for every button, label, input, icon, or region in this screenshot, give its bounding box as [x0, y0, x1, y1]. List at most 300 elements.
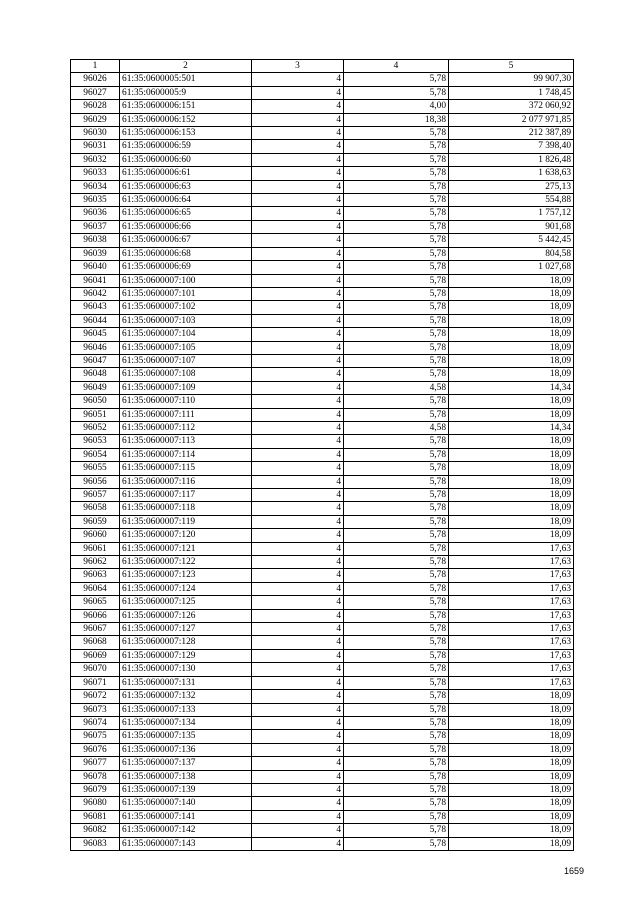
table-row — [71, 207, 574, 220]
amount-cell: 18,09 — [449, 462, 574, 475]
table-row — [71, 529, 574, 542]
row-number-cell: 96069 — [71, 649, 120, 662]
header-row — [71, 60, 574, 73]
table-row — [71, 515, 574, 528]
cadastral-number-cell: 61:35:0600007:104 — [120, 328, 252, 341]
amount-cell: 18,09 — [449, 274, 574, 287]
rate-cell: 5,78 — [344, 743, 449, 756]
row-number-cell: 96029 — [71, 113, 120, 126]
row-number-cell: 96054 — [71, 448, 120, 461]
table-row — [71, 368, 574, 381]
category-cell: 4 — [252, 515, 344, 528]
column-header-3: 3 — [252, 60, 344, 73]
amount-cell: 18,09 — [449, 757, 574, 770]
table-row — [71, 556, 574, 569]
rate-cell: 5,78 — [344, 435, 449, 448]
cadastral-number-cell: 61:35:0600006:152 — [120, 113, 252, 126]
table-row — [71, 569, 574, 582]
cadastral-number-cell: 61:35:0600007:110 — [120, 395, 252, 408]
category-cell: 4 — [252, 797, 344, 810]
category-cell: 4 — [252, 676, 344, 689]
table-row — [71, 328, 574, 341]
category-cell: 4 — [252, 314, 344, 327]
table-row — [71, 542, 574, 555]
amount-cell: 18,09 — [449, 435, 574, 448]
row-number-cell: 96075 — [71, 730, 120, 743]
cadastral-number-cell: 61:35:0600007:139 — [120, 783, 252, 796]
category-cell: 4 — [252, 636, 344, 649]
row-number-cell: 96068 — [71, 636, 120, 649]
amount-cell: 18,09 — [449, 837, 574, 850]
column-header-2: 2 — [120, 60, 252, 73]
cadastral-number-cell: 61:35:0600007:117 — [120, 489, 252, 502]
amount-cell: 2 077 971,85 — [449, 113, 574, 126]
row-number-cell: 96053 — [71, 435, 120, 448]
amount-cell: 18,09 — [449, 515, 574, 528]
rate-cell: 5,78 — [344, 663, 449, 676]
category-cell: 4 — [252, 529, 344, 542]
table-row — [71, 663, 574, 676]
cadastral-number-cell: 61:35:0600007:100 — [120, 274, 252, 287]
table-row — [71, 73, 574, 86]
category-cell: 4 — [252, 649, 344, 662]
category-cell: 4 — [252, 730, 344, 743]
amount-cell: 17,63 — [449, 649, 574, 662]
row-number-cell: 96031 — [71, 140, 120, 153]
category-cell: 4 — [252, 167, 344, 180]
table-row — [71, 743, 574, 756]
cadastral-number-cell: 61:35:0600007:130 — [120, 663, 252, 676]
row-number-cell: 96055 — [71, 462, 120, 475]
rate-cell: 5,78 — [344, 797, 449, 810]
amount-cell: 17,63 — [449, 569, 574, 582]
row-number-cell: 96036 — [71, 207, 120, 220]
amount-cell: 17,63 — [449, 582, 574, 595]
amount-cell: 18,09 — [449, 448, 574, 461]
category-cell: 4 — [252, 153, 344, 166]
row-number-cell: 96064 — [71, 582, 120, 595]
amount-cell: 18,09 — [449, 730, 574, 743]
table-row — [71, 180, 574, 193]
rate-cell: 5,78 — [344, 542, 449, 555]
row-number-cell: 96028 — [71, 100, 120, 113]
row-number-cell: 96042 — [71, 287, 120, 300]
row-number-cell: 96041 — [71, 274, 120, 287]
row-number-cell: 96044 — [71, 314, 120, 327]
table-row — [71, 770, 574, 783]
row-number-cell: 96048 — [71, 368, 120, 381]
category-cell: 4 — [252, 810, 344, 823]
amount-cell: 7 398,40 — [449, 140, 574, 153]
table-row — [71, 153, 574, 166]
amount-cell: 18,09 — [449, 301, 574, 314]
rate-cell: 4,58 — [344, 381, 449, 394]
table-row — [71, 502, 574, 515]
row-number-cell: 96039 — [71, 247, 120, 260]
amount-cell: 18,09 — [449, 287, 574, 300]
amount-cell: 5 442,45 — [449, 234, 574, 247]
category-cell: 4 — [252, 408, 344, 421]
cadastral-number-cell: 61:35:0600007:122 — [120, 556, 252, 569]
cadastral-number-cell: 61:35:0600007:107 — [120, 354, 252, 367]
cadastral-number-cell: 61:35:0600006:64 — [120, 194, 252, 207]
amount-cell: 17,63 — [449, 542, 574, 555]
category-cell: 4 — [252, 502, 344, 515]
cadastral-number-cell: 61:35:0600006:67 — [120, 234, 252, 247]
row-number-cell: 96051 — [71, 408, 120, 421]
cadastral-number-cell: 61:35:0600007:129 — [120, 649, 252, 662]
table-row — [71, 421, 574, 434]
table-row — [71, 86, 574, 99]
category-cell: 4 — [252, 824, 344, 837]
cadastral-number-cell: 61:35:0600007:114 — [120, 448, 252, 461]
cadastral-number-cell: 61:35:0600006:61 — [120, 167, 252, 180]
table-row — [71, 354, 574, 367]
table-row — [71, 676, 574, 689]
rate-cell: 5,78 — [344, 770, 449, 783]
table-row — [71, 100, 574, 113]
amount-cell: 18,09 — [449, 489, 574, 502]
rate-cell: 5,78 — [344, 408, 449, 421]
category-cell: 4 — [252, 462, 344, 475]
rate-cell: 5,78 — [344, 703, 449, 716]
category-cell: 4 — [252, 837, 344, 850]
category-cell: 4 — [252, 234, 344, 247]
table-row — [71, 690, 574, 703]
amount-cell: 17,63 — [449, 676, 574, 689]
cadastral-number-cell: 61:35:0600007:138 — [120, 770, 252, 783]
table-row — [71, 247, 574, 260]
rate-cell: 5,78 — [344, 180, 449, 193]
table-row — [71, 194, 574, 207]
table-row — [71, 636, 574, 649]
cadastral-number-cell: 61:35:0600006:59 — [120, 140, 252, 153]
cadastral-number-cell: 61:35:0600006:69 — [120, 261, 252, 274]
category-cell: 4 — [252, 716, 344, 729]
table-row — [71, 395, 574, 408]
row-number-cell: 96047 — [71, 354, 120, 367]
rate-cell: 5,78 — [344, 623, 449, 636]
cadastral-number-cell: 61:35:0600007:115 — [120, 462, 252, 475]
amount-cell: 1 748,45 — [449, 86, 574, 99]
cadastral-number-cell: 61:35:0600007:112 — [120, 421, 252, 434]
row-number-cell: 96033 — [71, 167, 120, 180]
table-row — [71, 234, 574, 247]
rate-cell: 5,78 — [344, 86, 449, 99]
category-cell: 4 — [252, 113, 344, 126]
cadastral-number-cell: 61:35:0600006:151 — [120, 100, 252, 113]
rate-cell: 5,78 — [344, 716, 449, 729]
cadastral-number-cell: 61:35:0600006:66 — [120, 220, 252, 233]
table-row — [71, 810, 574, 823]
row-number-cell: 96074 — [71, 716, 120, 729]
category-cell: 4 — [252, 556, 344, 569]
rate-cell: 5,78 — [344, 140, 449, 153]
cadastral-number-cell: 61:35:0600007:116 — [120, 475, 252, 488]
rate-cell: 18,38 — [344, 113, 449, 126]
table-row — [71, 127, 574, 140]
amount-cell: 17,63 — [449, 596, 574, 609]
rate-cell: 5,78 — [344, 824, 449, 837]
row-number-cell: 96078 — [71, 770, 120, 783]
amount-cell: 18,09 — [449, 824, 574, 837]
category-cell: 4 — [252, 73, 344, 86]
cadastral-number-cell: 61:35:0600007:126 — [120, 609, 252, 622]
rate-cell: 5,78 — [344, 314, 449, 327]
rate-cell: 5,78 — [344, 529, 449, 542]
table-row — [71, 462, 574, 475]
category-cell: 4 — [252, 395, 344, 408]
amount-cell: 18,09 — [449, 408, 574, 421]
cadastral-number-cell: 61:35:0600006:153 — [120, 127, 252, 140]
category-cell: 4 — [252, 127, 344, 140]
category-cell: 4 — [252, 703, 344, 716]
rate-cell: 5,78 — [344, 582, 449, 595]
cadastral-number-cell: 61:35:0600007:123 — [120, 569, 252, 582]
category-cell: 4 — [252, 220, 344, 233]
rate-cell: 5,78 — [344, 274, 449, 287]
rate-cell: 5,78 — [344, 341, 449, 354]
amount-cell: 14,34 — [449, 381, 574, 394]
amount-cell: 1 826,48 — [449, 153, 574, 166]
amount-cell: 17,63 — [449, 663, 574, 676]
table-row — [71, 716, 574, 729]
category-cell: 4 — [252, 207, 344, 220]
rate-cell: 5,78 — [344, 676, 449, 689]
amount-cell: 804,58 — [449, 247, 574, 260]
cadastral-number-cell: 61:35:0600007:128 — [120, 636, 252, 649]
category-cell: 4 — [252, 569, 344, 582]
row-number-cell: 96076 — [71, 743, 120, 756]
table-row — [71, 167, 574, 180]
row-number-cell: 96035 — [71, 194, 120, 207]
category-cell: 4 — [252, 247, 344, 260]
cadastral-number-cell: 61:35:0600006:63 — [120, 180, 252, 193]
column-header-5: 5 — [449, 60, 574, 73]
amount-cell: 18,09 — [449, 502, 574, 515]
cadastral-number-cell: 61:35:0600007:134 — [120, 716, 252, 729]
table-row — [71, 649, 574, 662]
cadastral-number-cell: 61:35:0600007:135 — [120, 730, 252, 743]
rate-cell: 5,78 — [344, 73, 449, 86]
category-cell: 4 — [252, 140, 344, 153]
row-number-cell: 96067 — [71, 623, 120, 636]
category-cell: 4 — [252, 301, 344, 314]
table-row — [71, 475, 574, 488]
amount-cell: 14,34 — [449, 421, 574, 434]
row-number-cell: 96034 — [71, 180, 120, 193]
rate-cell: 5,78 — [344, 609, 449, 622]
row-number-cell: 96080 — [71, 797, 120, 810]
cadastral-number-cell: 61:35:0600007:142 — [120, 824, 252, 837]
rate-cell: 5,78 — [344, 690, 449, 703]
amount-cell: 18,09 — [449, 716, 574, 729]
amount-cell: 18,09 — [449, 810, 574, 823]
amount-cell: 372 060,92 — [449, 100, 574, 113]
cadastral-number-cell: 61:35:0600007:141 — [120, 810, 252, 823]
rate-cell: 5,78 — [344, 301, 449, 314]
row-number-cell: 96027 — [71, 86, 120, 99]
category-cell: 4 — [252, 663, 344, 676]
amount-cell: 18,09 — [449, 354, 574, 367]
row-number-cell: 96072 — [71, 690, 120, 703]
category-cell: 4 — [252, 435, 344, 448]
rate-cell: 5,78 — [344, 220, 449, 233]
rate-cell: 5,78 — [344, 194, 449, 207]
amount-cell: 212 387,89 — [449, 127, 574, 140]
rate-cell: 5,78 — [344, 207, 449, 220]
cadastral-number-cell: 61:35:0600007:127 — [120, 623, 252, 636]
cadastral-number-cell: 61:35:0600007:118 — [120, 502, 252, 515]
table-row — [71, 435, 574, 448]
rate-cell: 5,78 — [344, 261, 449, 274]
row-number-cell: 96049 — [71, 381, 120, 394]
row-number-cell: 96060 — [71, 529, 120, 542]
amount-cell: 18,09 — [449, 783, 574, 796]
table-row — [71, 287, 574, 300]
table-header — [71, 60, 574, 73]
cadastral-number-cell: 61:35:0600007:133 — [120, 703, 252, 716]
rate-cell: 5,78 — [344, 368, 449, 381]
rate-cell: 5,78 — [344, 596, 449, 609]
row-number-cell: 96083 — [71, 837, 120, 850]
category-cell: 4 — [252, 489, 344, 502]
cadastral-number-cell: 61:35:0600007:143 — [120, 837, 252, 850]
table-row — [71, 113, 574, 126]
category-cell: 4 — [252, 582, 344, 595]
row-number-cell: 96082 — [71, 824, 120, 837]
table-row — [71, 220, 574, 233]
amount-cell: 17,63 — [449, 609, 574, 622]
table-row — [71, 448, 574, 461]
category-cell: 4 — [252, 421, 344, 434]
cadastral-number-cell: 61:35:0600007:125 — [120, 596, 252, 609]
row-number-cell: 96062 — [71, 556, 120, 569]
category-cell: 4 — [252, 354, 344, 367]
category-cell: 4 — [252, 623, 344, 636]
category-cell: 4 — [252, 328, 344, 341]
row-number-cell: 96037 — [71, 220, 120, 233]
cadastral-number-cell: 61:35:0600007:131 — [120, 676, 252, 689]
row-number-cell: 96071 — [71, 676, 120, 689]
table-row — [71, 381, 574, 394]
rate-cell: 4,00 — [344, 100, 449, 113]
rate-cell: 5,78 — [344, 757, 449, 770]
rate-cell: 5,78 — [344, 328, 449, 341]
rate-cell: 5,78 — [344, 489, 449, 502]
rate-cell: 5,78 — [344, 810, 449, 823]
table-row — [71, 837, 574, 850]
table-body — [71, 73, 574, 851]
amount-cell: 18,09 — [449, 529, 574, 542]
rate-cell: 5,78 — [344, 247, 449, 260]
row-number-cell: 96056 — [71, 475, 120, 488]
cadastral-number-cell: 61:35:0600007:121 — [120, 542, 252, 555]
category-cell: 4 — [252, 743, 344, 756]
cadastral-number-cell: 61:35:0600007:132 — [120, 690, 252, 703]
cadastral-number-cell: 61:35:0600007:111 — [120, 408, 252, 421]
cadastral-number-cell: 61:35:0600006:65 — [120, 207, 252, 220]
row-number-cell: 96057 — [71, 489, 120, 502]
rate-cell: 5,78 — [344, 234, 449, 247]
amount-cell: 18,09 — [449, 368, 574, 381]
category-cell: 4 — [252, 542, 344, 555]
row-number-cell: 96030 — [71, 127, 120, 140]
category-cell: 4 — [252, 86, 344, 99]
amount-cell: 18,09 — [449, 703, 574, 716]
rate-cell: 5,78 — [344, 636, 449, 649]
rate-cell: 5,78 — [344, 153, 449, 166]
category-cell: 4 — [252, 368, 344, 381]
row-number-cell: 96050 — [71, 395, 120, 408]
table-row — [71, 261, 574, 274]
cadastral-number-cell: 61:35:0600007:105 — [120, 341, 252, 354]
category-cell: 4 — [252, 287, 344, 300]
table-row — [71, 609, 574, 622]
category-cell: 4 — [252, 448, 344, 461]
row-number-cell: 96026 — [71, 73, 120, 86]
cadastral-number-cell: 61:35:0600007:109 — [120, 381, 252, 394]
table-row — [71, 824, 574, 837]
amount-cell: 901,68 — [449, 220, 574, 233]
cadastral-number-cell: 61:35:0600007:120 — [120, 529, 252, 542]
category-cell: 4 — [252, 341, 344, 354]
cadastral-number-cell: 61:35:0600006:68 — [120, 247, 252, 260]
amount-cell: 18,09 — [449, 328, 574, 341]
amount-cell: 275,13 — [449, 180, 574, 193]
rate-cell: 5,78 — [344, 462, 449, 475]
cadastral-number-cell: 61:35:0600007:102 — [120, 301, 252, 314]
category-cell: 4 — [252, 783, 344, 796]
cadastral-number-cell: 61:35:0600007:124 — [120, 582, 252, 595]
amount-cell: 99 907,30 — [449, 73, 574, 86]
page-number: 1659 — [563, 866, 584, 876]
rate-cell: 5,78 — [344, 287, 449, 300]
cadastral-number-cell: 61:35:0600007:136 — [120, 743, 252, 756]
category-cell: 4 — [252, 180, 344, 193]
table-row — [71, 314, 574, 327]
row-number-cell: 96063 — [71, 569, 120, 582]
table-row — [71, 757, 574, 770]
rate-cell: 5,78 — [344, 649, 449, 662]
category-cell: 4 — [252, 609, 344, 622]
rate-cell: 5,78 — [344, 837, 449, 850]
category-cell: 4 — [252, 596, 344, 609]
cadastral-number-cell: 61:35:0600007:119 — [120, 515, 252, 528]
table-row — [71, 301, 574, 314]
row-number-cell: 96052 — [71, 421, 120, 434]
rate-cell: 5,78 — [344, 395, 449, 408]
rate-cell: 5,78 — [344, 475, 449, 488]
rate-cell: 4,58 — [344, 421, 449, 434]
table-row — [71, 582, 574, 595]
rate-cell: 5,78 — [344, 448, 449, 461]
row-number-cell: 96070 — [71, 663, 120, 676]
category-cell: 4 — [252, 690, 344, 703]
table-row — [71, 703, 574, 716]
row-number-cell: 96043 — [71, 301, 120, 314]
cadastral-number-cell: 61:35:0600006:60 — [120, 153, 252, 166]
column-header-4: 4 — [344, 60, 449, 73]
category-cell: 4 — [252, 100, 344, 113]
amount-cell: 17,63 — [449, 636, 574, 649]
amount-cell: 17,63 — [449, 623, 574, 636]
amount-cell: 18,09 — [449, 475, 574, 488]
table-row — [71, 596, 574, 609]
amount-cell: 18,09 — [449, 690, 574, 703]
rate-cell: 5,78 — [344, 730, 449, 743]
table-row — [71, 489, 574, 502]
